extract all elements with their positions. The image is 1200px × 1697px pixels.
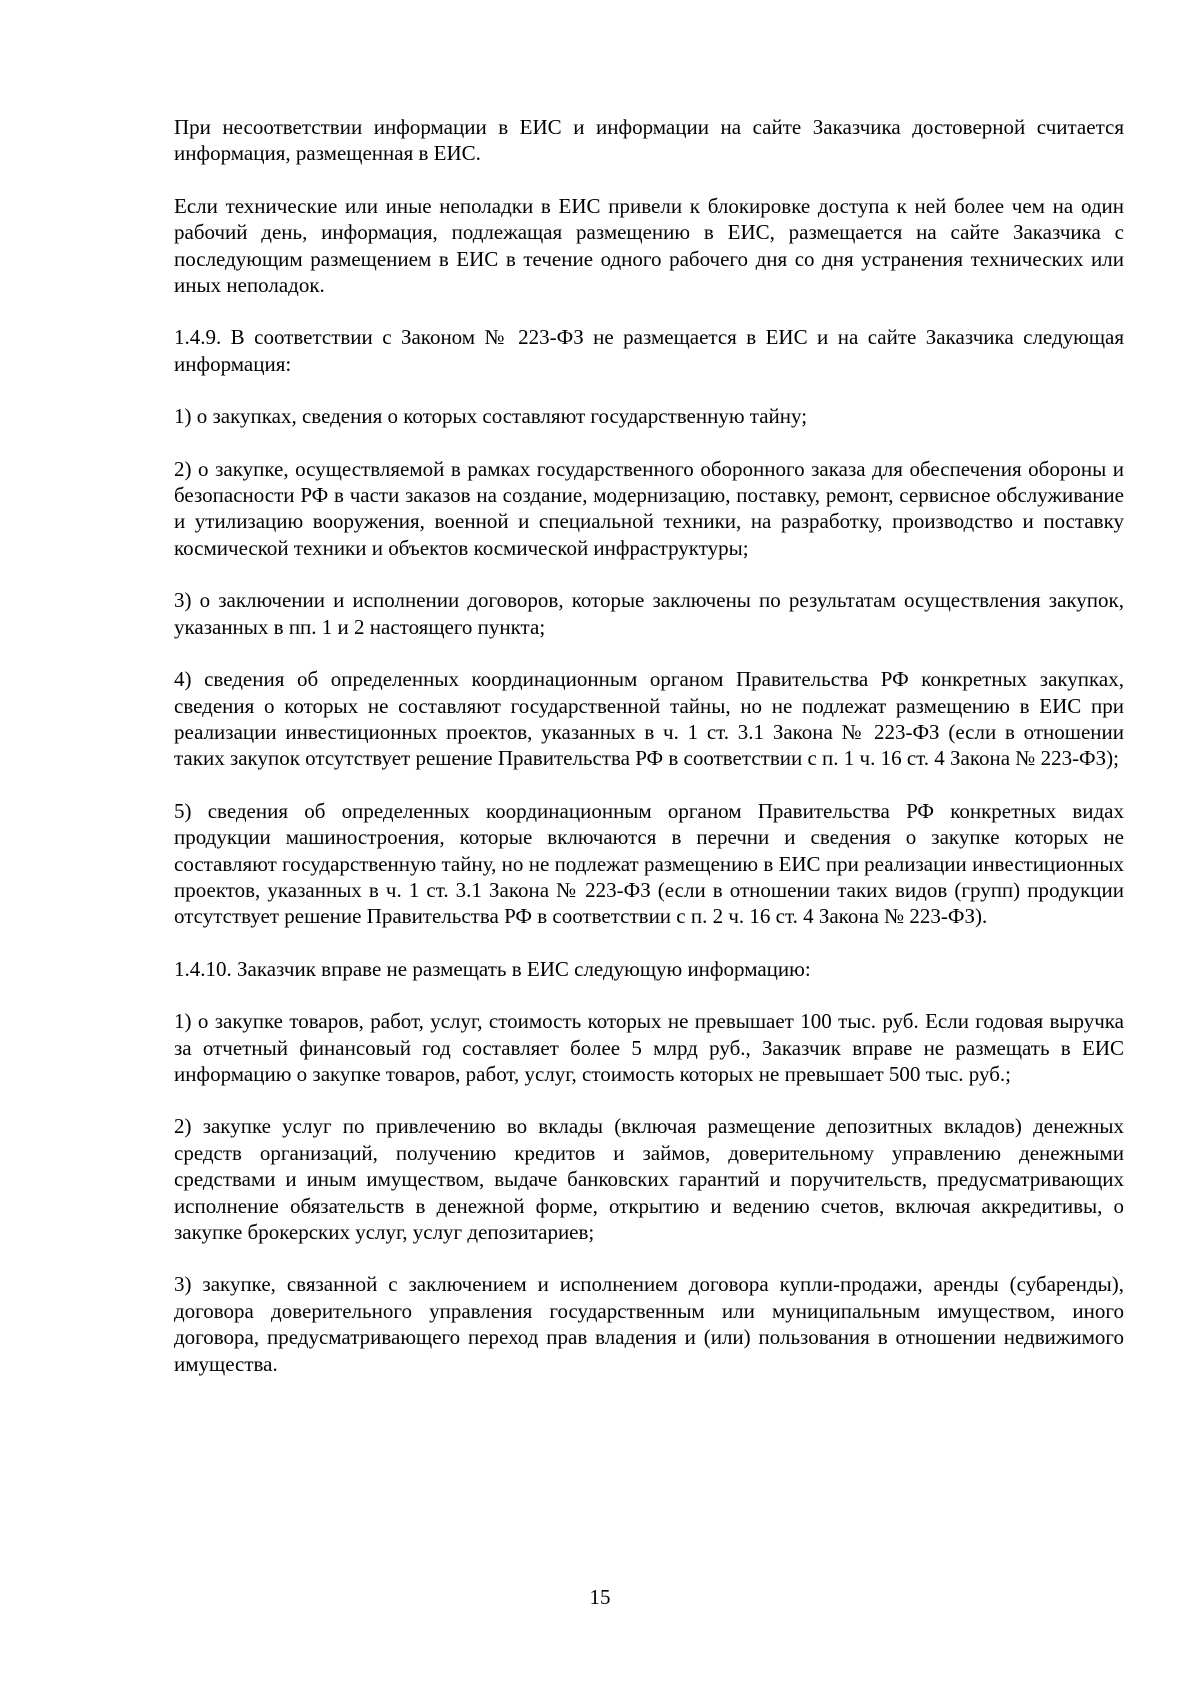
list-item-1-4-9-3: 3) о заключении и исполнении договоров, которые заключены по результатам осуществления закупок, указанных в пп. 1 и 2 настоящего пункта; <box>174 588 1124 639</box>
paragraph-eis-discrepancy: При несоответствии информации в ЕИС и информации на сайте Заказчика достоверной считается информация, размещенная в ЕИС. <box>174 115 1124 166</box>
paragraph-technical-failures: Если технические или иные неполадки в ЕИС привели к блокировке доступа к ней более чем на один рабочий день, информация, подлежащая размещению в ЕИС, размещается на сайте Заказчика с последующим размещением в ЕИС в течение одного рабочего дня со дня устранения технических или иных неполадок. <box>174 193 1124 298</box>
list-item-1-4-10-2: 2) закупке услуг по привлечению во вклады (включая размещение депозитных вкладов) денежных средств организаций, получению кредитов и займов, доверительному управлению денежными средствами и иным имуществом, выдаче банковских гарантий и поручительств, предусматривающих исполнение обязательств в денежной форме, открытию и ведению счетов, включая аккредитивы, о закупке брокерских услуг, услуг депозитариев; <box>174 1114 1124 1244</box>
paragraph-1-4-9: 1.4.9. В соответствии с Законом № 223-ФЗ не размещается в ЕИС и на сайте Заказчика следующая информация: <box>174 325 1124 376</box>
list-item-1-4-9-4: 4) сведения об определенных координационным органом Правительства РФ конкретных закупках, сведения о которых не составляют государственной тайны, но не подлежат размещению в ЕИС при реализации инвестиционных проектов, указанных в ч. 1 ст. 3.1 Закона № 223-ФЗ (если в отношении таких закупок отсутствует решение Правительства РФ в соответствии с п. 1 ч. 16 ст. 4 Закона № 223-ФЗ); <box>174 667 1124 771</box>
list-item-1-4-10-3: 3) закупке, связанной с заключением и исполнением договора купли-продажи, аренды (субаренды), договора доверительного управления государственным или муниципальным имуществом, иного договора, предусматривающего переход прав владения и (или) пользования в отношении недвижимого имущества. <box>174 1272 1124 1376</box>
paragraph-1-4-10: 1.4.10. Заказчик вправе не размещать в ЕИС следующую информацию: <box>174 956 811 981</box>
list-item-1-4-9-5: 5) сведения об определенных координационным органом Правительства РФ конкретных видах продукции машиностроения, которые включаются в перечни и сведения о закупке которых не составляют государственную тайну, но не подлежат размещению в ЕИС при реализации инвестиционных проектов, указанных в ч. 1 ст. 3.1 Закона № 223-ФЗ (если в отношении таких видов (групп) продукции отсутствует решение Правительства РФ в соответствии с п. 2 ч. 16 ст. 4 Закона № 223-ФЗ). <box>174 798 1124 929</box>
document-body <box>174 114 1124 1403</box>
list-item-1-4-9-2: 2) о закупке, осуществляемой в рамках государственного оборонного заказа для обеспечения обороны и безопасности РФ в части заказов на создание, модернизацию, поставку, ремонт, сервисное обслуживание и утилизацию вооружения, военной и специальной техники, на разработку, производство и поставку космической техники и объектов космической инфраструктуры; <box>174 456 1124 560</box>
page-number: 15 <box>589 1585 611 1609</box>
list-item-1-4-9-1: 1) о закупках, сведения о которых составляют государственную тайну; <box>174 404 808 429</box>
list-item-1-4-10-1: 1) о закупке товаров, работ, услуг, стоимость которых не превышает 100 тыс. руб. Если годовая выручка за отчетный финансовый год составляет более 5 млрд руб., Заказчик вправе не размещать в ЕИС информацию о закупке товаров, работ, услуг, стоимость которых не превышает 500 тыс. руб.; <box>174 1009 1124 1086</box>
